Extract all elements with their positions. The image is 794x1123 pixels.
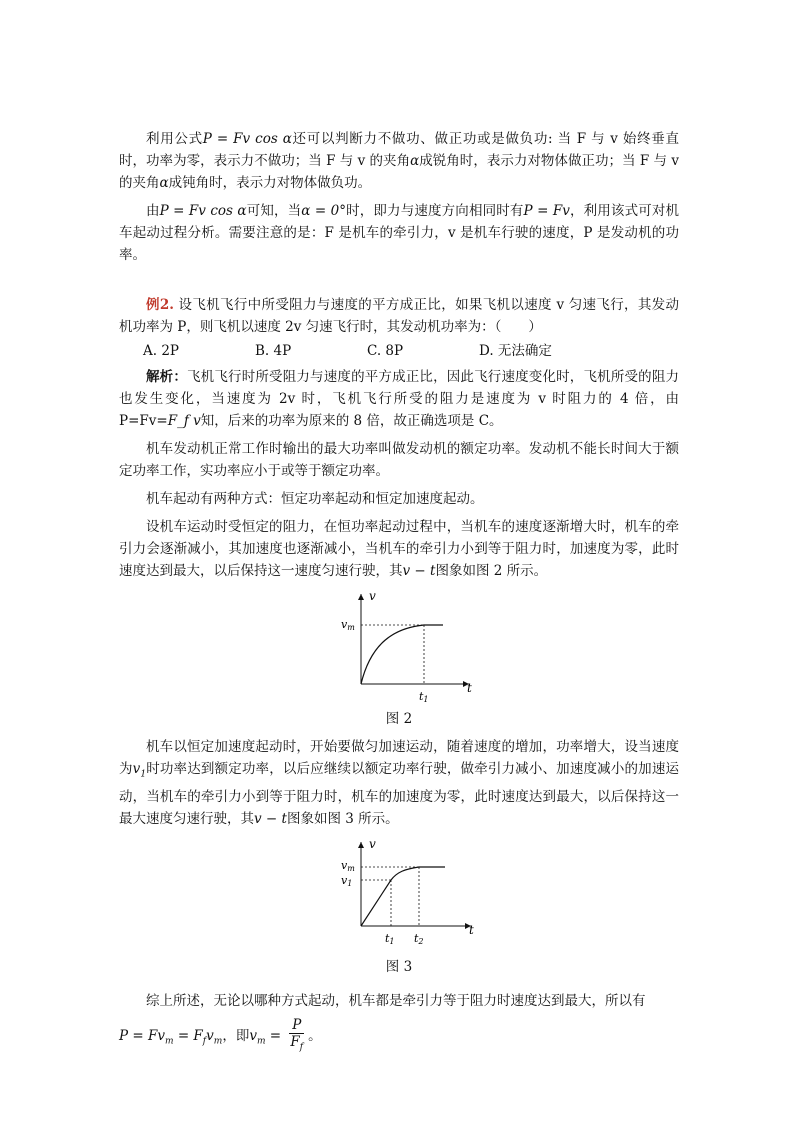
vm-label: vm <box>341 858 355 873</box>
text: 时功率达到额定功率，以后应继续以额定功率行驶，做牵引力减小、加速度减小的加速运动，当机车的牵引力小到等于阻力时，机车的加速度为零，此时速度达到最大，以后保持这一最大速度匀速行驶，其 <box>119 761 680 827</box>
analysis-label: 解析： <box>146 369 188 385</box>
y-axis-label: v <box>369 836 376 851</box>
paragraph-start-modes: 机车起动有两种方式：恒定功率起动和恒定加速度起动。 <box>146 491 484 507</box>
vm-label: vm <box>341 618 355 632</box>
formula: F_f v <box>167 413 201 429</box>
formula: P = Fv <box>523 203 570 219</box>
text: ，利用该式可对机车起动过程分析。需要注意的是：F 是机车的牵引力，v 是机车行驶的速度，P 是发动机的功率。 <box>119 203 680 263</box>
v1-label: v1 <box>341 873 353 888</box>
symbol-alpha: α <box>410 153 420 169</box>
formula: v − t <box>254 810 287 827</box>
summary-equation <box>119 1014 679 1064</box>
y-axis-label: v <box>369 589 376 603</box>
text: 还可以判断力不做功、做正功或是做负功: 当 F 与 v 始终垂直时，功率为零，表示力不做功；当 F 与 v 的夹角 <box>119 131 680 169</box>
symbol-alpha: α <box>159 175 169 191</box>
figure-3-caption: 图 3 <box>385 958 413 975</box>
velocity-curve <box>361 625 443 684</box>
velocity-curve <box>361 867 445 926</box>
option-c: C. 8P <box>367 343 404 359</box>
question-text: 设飞机飞行中所受阻力与速度的平方成正比，如果飞机以速度 v 匀速飞行，其发动机功率为 P，则飞机以速度 2v 匀速飞行时，其发动机功率为：（ ） <box>119 297 679 335</box>
text: ，即 <box>222 1027 250 1044</box>
paragraph-summary: 综上所述，无论以哪种方式起动，机车都是牵引力等于阻力时速度达到最大，所以有 <box>146 992 646 1009</box>
t1-label: t1 <box>385 931 395 946</box>
text: 图象如图 2 所示。 <box>435 563 548 579</box>
answer-options <box>119 340 679 362</box>
example-question <box>119 294 679 338</box>
numerator: P <box>289 1017 304 1034</box>
formula: α = 0° <box>301 203 346 219</box>
formula: v − t <box>402 563 436 579</box>
figure-3 <box>319 836 479 954</box>
fraction-p-over-ff <box>287 1017 306 1056</box>
t2-label: t2 <box>414 931 424 946</box>
text: 机车以恒定加速度起动时，开始要做匀加速运动，随着速度的增加，功率增大，设当速度为 <box>119 739 679 777</box>
text: 成锐角时，表示力对物体做正功；当 F 与 v 的夹角 <box>119 153 679 191</box>
figure-3-graph <box>319 836 479 954</box>
option-d: D. 无法确定 <box>479 343 552 359</box>
figure-2 <box>319 588 479 706</box>
document-page <box>119 128 679 1063</box>
text: 图象如图 3 所示。 <box>286 810 399 827</box>
figure-2-graph <box>319 588 479 706</box>
paragraph-locomotive-power <box>119 200 679 266</box>
text: 成钝角时，表示力对物体做负功。 <box>168 175 372 191</box>
figure-2-caption: 图 2 <box>385 711 413 727</box>
x-axis-label: t <box>469 922 474 937</box>
formula: P = Fv cos α <box>202 131 292 147</box>
option-b: B. 4P <box>255 343 292 359</box>
v1-symbol: $v_1$ <box>132 761 147 780</box>
paragraph-constant-acceleration <box>119 736 679 830</box>
example-label: 例2. <box>146 297 174 313</box>
paragraph-rated-power: 机车发动机正常工作时输出的最大功率叫做发动机的额定功率。发动机不能长时间大于额定功率工作，实功率应小于或等于额定功率。 <box>119 441 679 479</box>
t1-label: t1 <box>419 690 429 704</box>
denominator: $F_f$ <box>290 1033 304 1053</box>
text: 由 <box>146 203 160 219</box>
text: 设机车运动时受恒定的阻力，在恒功率起动过程中，当机车的速度逐渐增大时，机车的牵引力会逐渐减小，其加速度也逐渐减小，当机车的牵引力小到等于阻力时，加速度为零，此时速度达到最大，以后保持这一速度匀速行驶，其 <box>119 519 679 579</box>
equation-power: $P = Fv_m = F_fv_m$ <box>119 1027 223 1047</box>
equation-vm: $v_m$ = <box>249 1027 282 1047</box>
formula: P = Fv cos α <box>159 203 247 219</box>
text: 利用公式 <box>146 131 203 147</box>
option-a: A. 2P <box>143 343 180 359</box>
paragraph-constant-power <box>119 516 679 582</box>
text: 知，后来的功率为原来的 8 倍，故正确选项是 C。 <box>200 413 503 429</box>
text: 时，即力与速度方向相同时有 <box>345 203 524 219</box>
text: 可知，当 <box>246 203 302 219</box>
analysis-paragraph <box>119 366 679 432</box>
paragraph-power-formula <box>119 128 679 194</box>
text: 。 <box>308 1027 322 1044</box>
x-axis-label: t <box>467 681 472 695</box>
text: 飞机飞行时所受阻力与速度的平方成正比，因此飞行速度变化时，飞机所受的阻力也发生变化，当速度为 2v 时，飞机飞行所受的阻力是速度为 v 时阻力的 4 倍，由 P=Fv= <box>119 369 680 429</box>
